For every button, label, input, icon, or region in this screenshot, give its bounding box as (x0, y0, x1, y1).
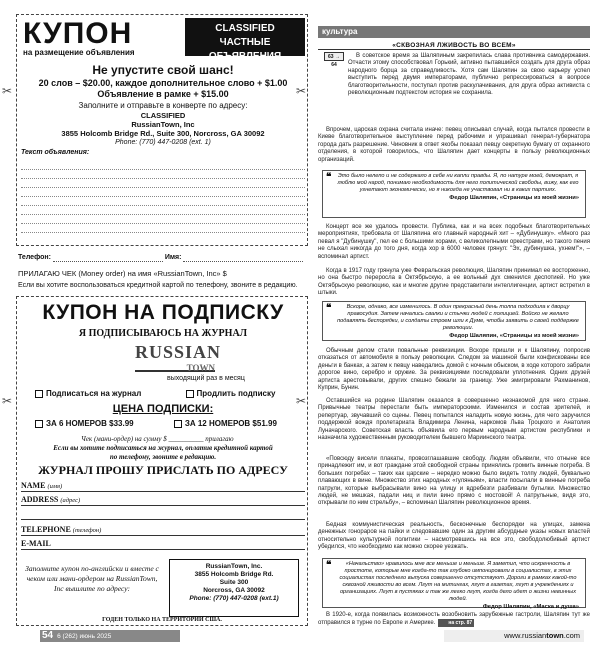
article-paragraph: Оставшийся на родине Шаляпин оказался в совершенно незнакомой для него стране. Привычные театры перестали быть императорскими. Изменился и состав зрителей, и репертуар, звучавший со сцены. Певец попытался наладить новую жизнь, для чего заручился поддержкой вождя пролетариата Владимира Ленина, наркомов Льва Троцкого и Анатолия Луначарского. Советская власть объявила его первым народным артистом республики и назначила художественным руководителем бывшего Мариинского театра. (318, 398, 590, 442)
subscribe-checkbox[interactable] (35, 390, 43, 398)
address-field-label: ADDRESS (21, 495, 59, 504)
phone-label: Телефон: (18, 254, 51, 261)
price-12-checkbox[interactable] (174, 420, 182, 428)
quote-text: Вскоре, однако, все изменилось. В один прекрасный день толпа подходила к дворцу правосудия. Затем начались свалки и стычки людей с полицией. Войско не желало подавлять беспорядки, и солдаты строем шли к Думе, чтобы заявить о своей поддержке революции. (337, 304, 579, 331)
russiantown-logo (135, 342, 222, 373)
card-note-line: по телефону, звоните в редакцию. (109, 453, 217, 461)
card-note (17, 444, 309, 462)
email-field-row[interactable] (21, 539, 305, 550)
issue-info: 6 (262) июнь 2025 (57, 633, 112, 640)
site-bold: town (546, 631, 564, 640)
article-paragraph: Когда в 1917 году грянула уже Февральская революция, Шаляпин принимал ее восторженно, но она быстро переросла в Октябрьскую, а ее вольный дух сменился деспотией. Но уже Октябрьскую революцию, как и многие другие представители интеллигенции, артист встретил в штыки. (318, 268, 590, 297)
box-line: 3855 Holcomb Bridge Rd. (194, 571, 274, 578)
last-paragraph-text: В 1920-е, когда появилась возможность возобновить зарубежные гастроли, Шаляпин тут же отправился в турне по Европе и Америке. (318, 612, 590, 627)
box-line: Norcross, GA 30092 (203, 587, 265, 594)
pull-quote (322, 558, 586, 608)
pull-quote (322, 301, 586, 341)
article-title: «СКВОЗНАЯ ЛЖИВОСТЬ ВО ВСЕМ» (392, 42, 516, 49)
address-field-row-2[interactable] (21, 509, 305, 520)
address-line: CLASSIFIED (140, 111, 186, 120)
pull-quote (322, 170, 586, 218)
section-label: культура (318, 26, 590, 38)
scissors-icon: ✂ (2, 84, 13, 98)
coupon-subtitle: на размещение объявления (23, 48, 135, 57)
address-field-row[interactable] (21, 495, 305, 506)
article-paragraph: «Повсюду висели плакаты, провозглашавшие свободу. Людям объявили, что отныне все принадлежит им, и вот граждане этой свободной страны принялись громить винные погреба. В больших погребах – таких как царские – нередко можно было видеть толпу людей, буквально плавающих в вине. Множество этих народных «гуляньям», власти посылали в винные погреба патрули, которые выбрасывали вино на улицу и вдребезги разбивали бутылки. Множество людей, не мешкая, падали ниц и пили вино прямо с мостовой! А патрульные, видя это, открывали по ним стрельбу», – вспоминал Шаляпин революционное время. (318, 456, 590, 507)
address-line: 3855 Holcomb Bridge Rd., Suite 300, Norcross, GA 30092 (61, 129, 265, 138)
renew-label: Продлить подписку (196, 389, 276, 398)
ad-text-field[interactable] (21, 161, 305, 241)
logo-top-text: RUSSIAN (135, 342, 222, 362)
phone-line: Phone: (770) 447-0208 (ext. 1) (115, 139, 211, 146)
price-options (35, 419, 277, 428)
scissors-icon: ✂ (2, 394, 13, 408)
price-line: 20 слов – $20.00, каждое дополнительное слово + $1.00 (38, 78, 288, 88)
article-paragraph: В советское время за Шаляпиным закрепилась слава противника самодержавия. Отчасти этому способствовал Горький, активно пытавшийся создать для друга образ народного борца за справедливость. Хотя сам Шаляпин за свою карьеру успел выступить перед двумя императорами, публично репрессироваться в вопросе благотворительности, поступал против раскулачивания, для друга образ активиста с революционным подтекстом история не сохранила. (348, 53, 590, 97)
footer-site[interactable] (444, 630, 584, 642)
box-line: RussianTown, Inc. (205, 563, 263, 570)
title-divider (318, 49, 590, 50)
renew-checkbox[interactable] (186, 390, 194, 398)
continued-to-badge[interactable]: на стр. 87 (438, 619, 474, 627)
logo-bottom-text: TOWN (186, 363, 215, 373)
box-line: Suite 300 (219, 579, 249, 586)
quote-author: Федор Шаляпин, «Маска и душа» (482, 604, 579, 610)
quote-icon: ❝ (326, 172, 332, 183)
card-note-line: Если вы хотите подписаться на журнал, оплатив кредитной картой (53, 444, 273, 452)
scissors-icon: ✂ (296, 394, 307, 408)
footer-issue (40, 630, 180, 642)
quote-text: «Начальство» нравилось мне все меньше и меньше. Я заметил, что искренность в простоте, которые мне когда-то так глубоко импонировали в социалистах, в этих социалистах последнего выпуска совершенно отсутствуют. Дороги в рамках какой-то сквозной лживости во всем. Лгут на митингах, лгут в газетах, лгут в учреждениях и организациях. Лгут в пустяках и так же легко лгут, когда дело идет о жизни невинных людей. (339, 561, 577, 602)
page-number: 54 (42, 630, 54, 641)
fill-instruction: Заполните и отправьте в конверте по адресу: (78, 101, 248, 110)
dont-miss-heading: Не упустите свой шанс! (92, 63, 234, 77)
price-line: Объявление в рамке + $15.00 (97, 89, 229, 99)
address-field-hint: (адрес) (60, 497, 81, 504)
subscription-coupon (16, 296, 308, 626)
name-field-hint: (имя) (47, 483, 63, 490)
subscribe-options (35, 389, 275, 398)
badge-line-1: CLASSIFIED (215, 23, 275, 34)
article-paragraph: Впрочем, царская охрана считала иначе: певец описывал случай, когда пытался провести в Киеве благотворительное выступление перед рабочими и упрашивал генерал-губернатора города дать разрешение. Чиновник в ответ якобы показал певцу секретную бумагу от охранного отделения, в которой говорилось, что Шаляпин дает концерты в пользу революционных организаций. (318, 127, 590, 163)
telephone-field-hint: (телефон) (72, 527, 102, 534)
ad-text-label: Текст объявления: (21, 149, 90, 156)
classified-header (17, 15, 309, 62)
quote-text: Это было нелепо и не содержало в себе ни капли правды. Я, по натуре моей, демократ, я люблю мой народ, понимаю необходимость для него политической свободы, вижу, как его угнетают экономически, но я никогда не участвовал ни в каких партиях. (337, 173, 579, 193)
fill-english-note: Заполните купон по-английски и вместе с чеком или мани-ордером на RussianTown, Inc вышлите по адресу: (25, 564, 159, 593)
article-paragraph: Концерт все же удалось провести. Публика, как и на всех подобных благотворительных мероприятиях, требовала от Шаляпина его главный народный хит – «Дубинушку». «Много раз певал я "Дубинушку", пел ее с большими хорами, с великолепными оркестрами, но такого пения не слыхал никогда до того дня, когда хор в 6000 человек грянул: "Эх, дубинушка, ухнем!"», – вспоминал артист. (318, 224, 590, 260)
quote-icon: ❝ (326, 560, 332, 571)
prices-heading: ЦЕНА ПОДПИСКИ: (112, 403, 214, 415)
telephone-field-row[interactable] (21, 525, 305, 536)
coupon-title: КУПОН (23, 17, 133, 50)
coupons-column (2, 14, 312, 626)
site-suffix: .com (563, 631, 580, 640)
article-column (318, 0, 590, 640)
classified-coupon (16, 14, 308, 246)
monthly-note: выходящий раз в месяц (167, 375, 245, 382)
check-sum-line: Чек (мани-ордер) на сумму $ __________ прилагаю (81, 435, 234, 443)
site-prefix: www.russian (504, 631, 547, 640)
article-paragraph (318, 612, 590, 628)
subscription-notes (16, 617, 308, 624)
check-text: ПРИЛАГАЮ ЧЕК (Money order) на имя «RussianTown, Inc» $ (18, 269, 227, 278)
send-address-title: ЖУРНАЛ ПРОШУ ПРИСЛАТЬ ПО АДРЕСУ (38, 463, 288, 477)
quote-author: Федор Шаляпин, «Страницы из моей жизни» (449, 195, 579, 201)
mailing-address-box (169, 559, 299, 617)
price-12-label: ЗА 12 НОМЕРОВ $51.99 (184, 419, 277, 428)
continued-from-badge: 63 → 64 (324, 52, 344, 61)
box-phone: Phone: (770) 447-0208 (ext.1) (189, 595, 279, 602)
price-6-checkbox[interactable] (35, 420, 43, 428)
note-line: ГОДЕН ТОЛЬКО НА ТЕРРИТОРИИ США. (102, 617, 222, 623)
name-field-label: NAME (21, 481, 46, 490)
subscription-title: КУПОН НА ПОДПИСКУ (42, 301, 284, 324)
badge-line-2: ЧАСТНЫЕ ОБЪЯВЛЕНИЯ (208, 37, 282, 62)
article-paragraph: Обычным делом стали повальные реквизиции. Вскоре пришли и к Шаляпину, попросив отказаться от автомобиля в пользу революции. Следом за машиной были конфискованы все деньги в банках, а затем к певцу наведались домой с ночным обыском, в ходе которого забрали дорогое вино, серебро и оружие. За реквизициями последовали уплотнения. Одних друзей артиста арестовывали, других спешно бежали за границу. Уже эмигрировали Рахманинов, Куприн, Бунин. (318, 348, 590, 392)
subscribe-line: Я ПОДПИСЫВАЮСЬ НА ЖУРНАЛ (78, 328, 248, 339)
address-line: RussianTown, Inc (131, 120, 195, 129)
price-6-label: ЗА 6 НОМЕРОВ $33.99 (46, 419, 134, 428)
scissors-icon: ✂ (296, 84, 307, 98)
name-label: Имя: (164, 254, 182, 261)
article-paragraph: Бедная коммунистическая реальность, бесконечные беспорядки на улицах, замена денежных гонораров на пайки и следовавшие один за другим абсурдные указы новых властей относительно культурной политики – насмотревшись на все это, свободолюбивый артист убедился, что необходимо как можно скорее уезжать. (318, 522, 590, 551)
check-line (18, 269, 227, 278)
quote-icon: ❝ (326, 303, 332, 314)
name-field-row[interactable] (21, 481, 305, 492)
telephone-field-label: TELEPHONE (21, 525, 71, 534)
phone-field[interactable] (53, 254, 163, 262)
classified-badge (185, 18, 305, 62)
card-line: Если вы хотите воспользоваться кредитной картой по телефону, звоните в редакцию. (18, 282, 298, 289)
subscribe-label: Подписаться на журнал (46, 389, 142, 398)
name-field[interactable] (183, 254, 303, 262)
contact-row (18, 254, 308, 262)
quote-author: Федор Шаляпин, «Страницы из моей жизни» (449, 333, 579, 339)
email-field-label: E-MAIL (21, 539, 51, 548)
